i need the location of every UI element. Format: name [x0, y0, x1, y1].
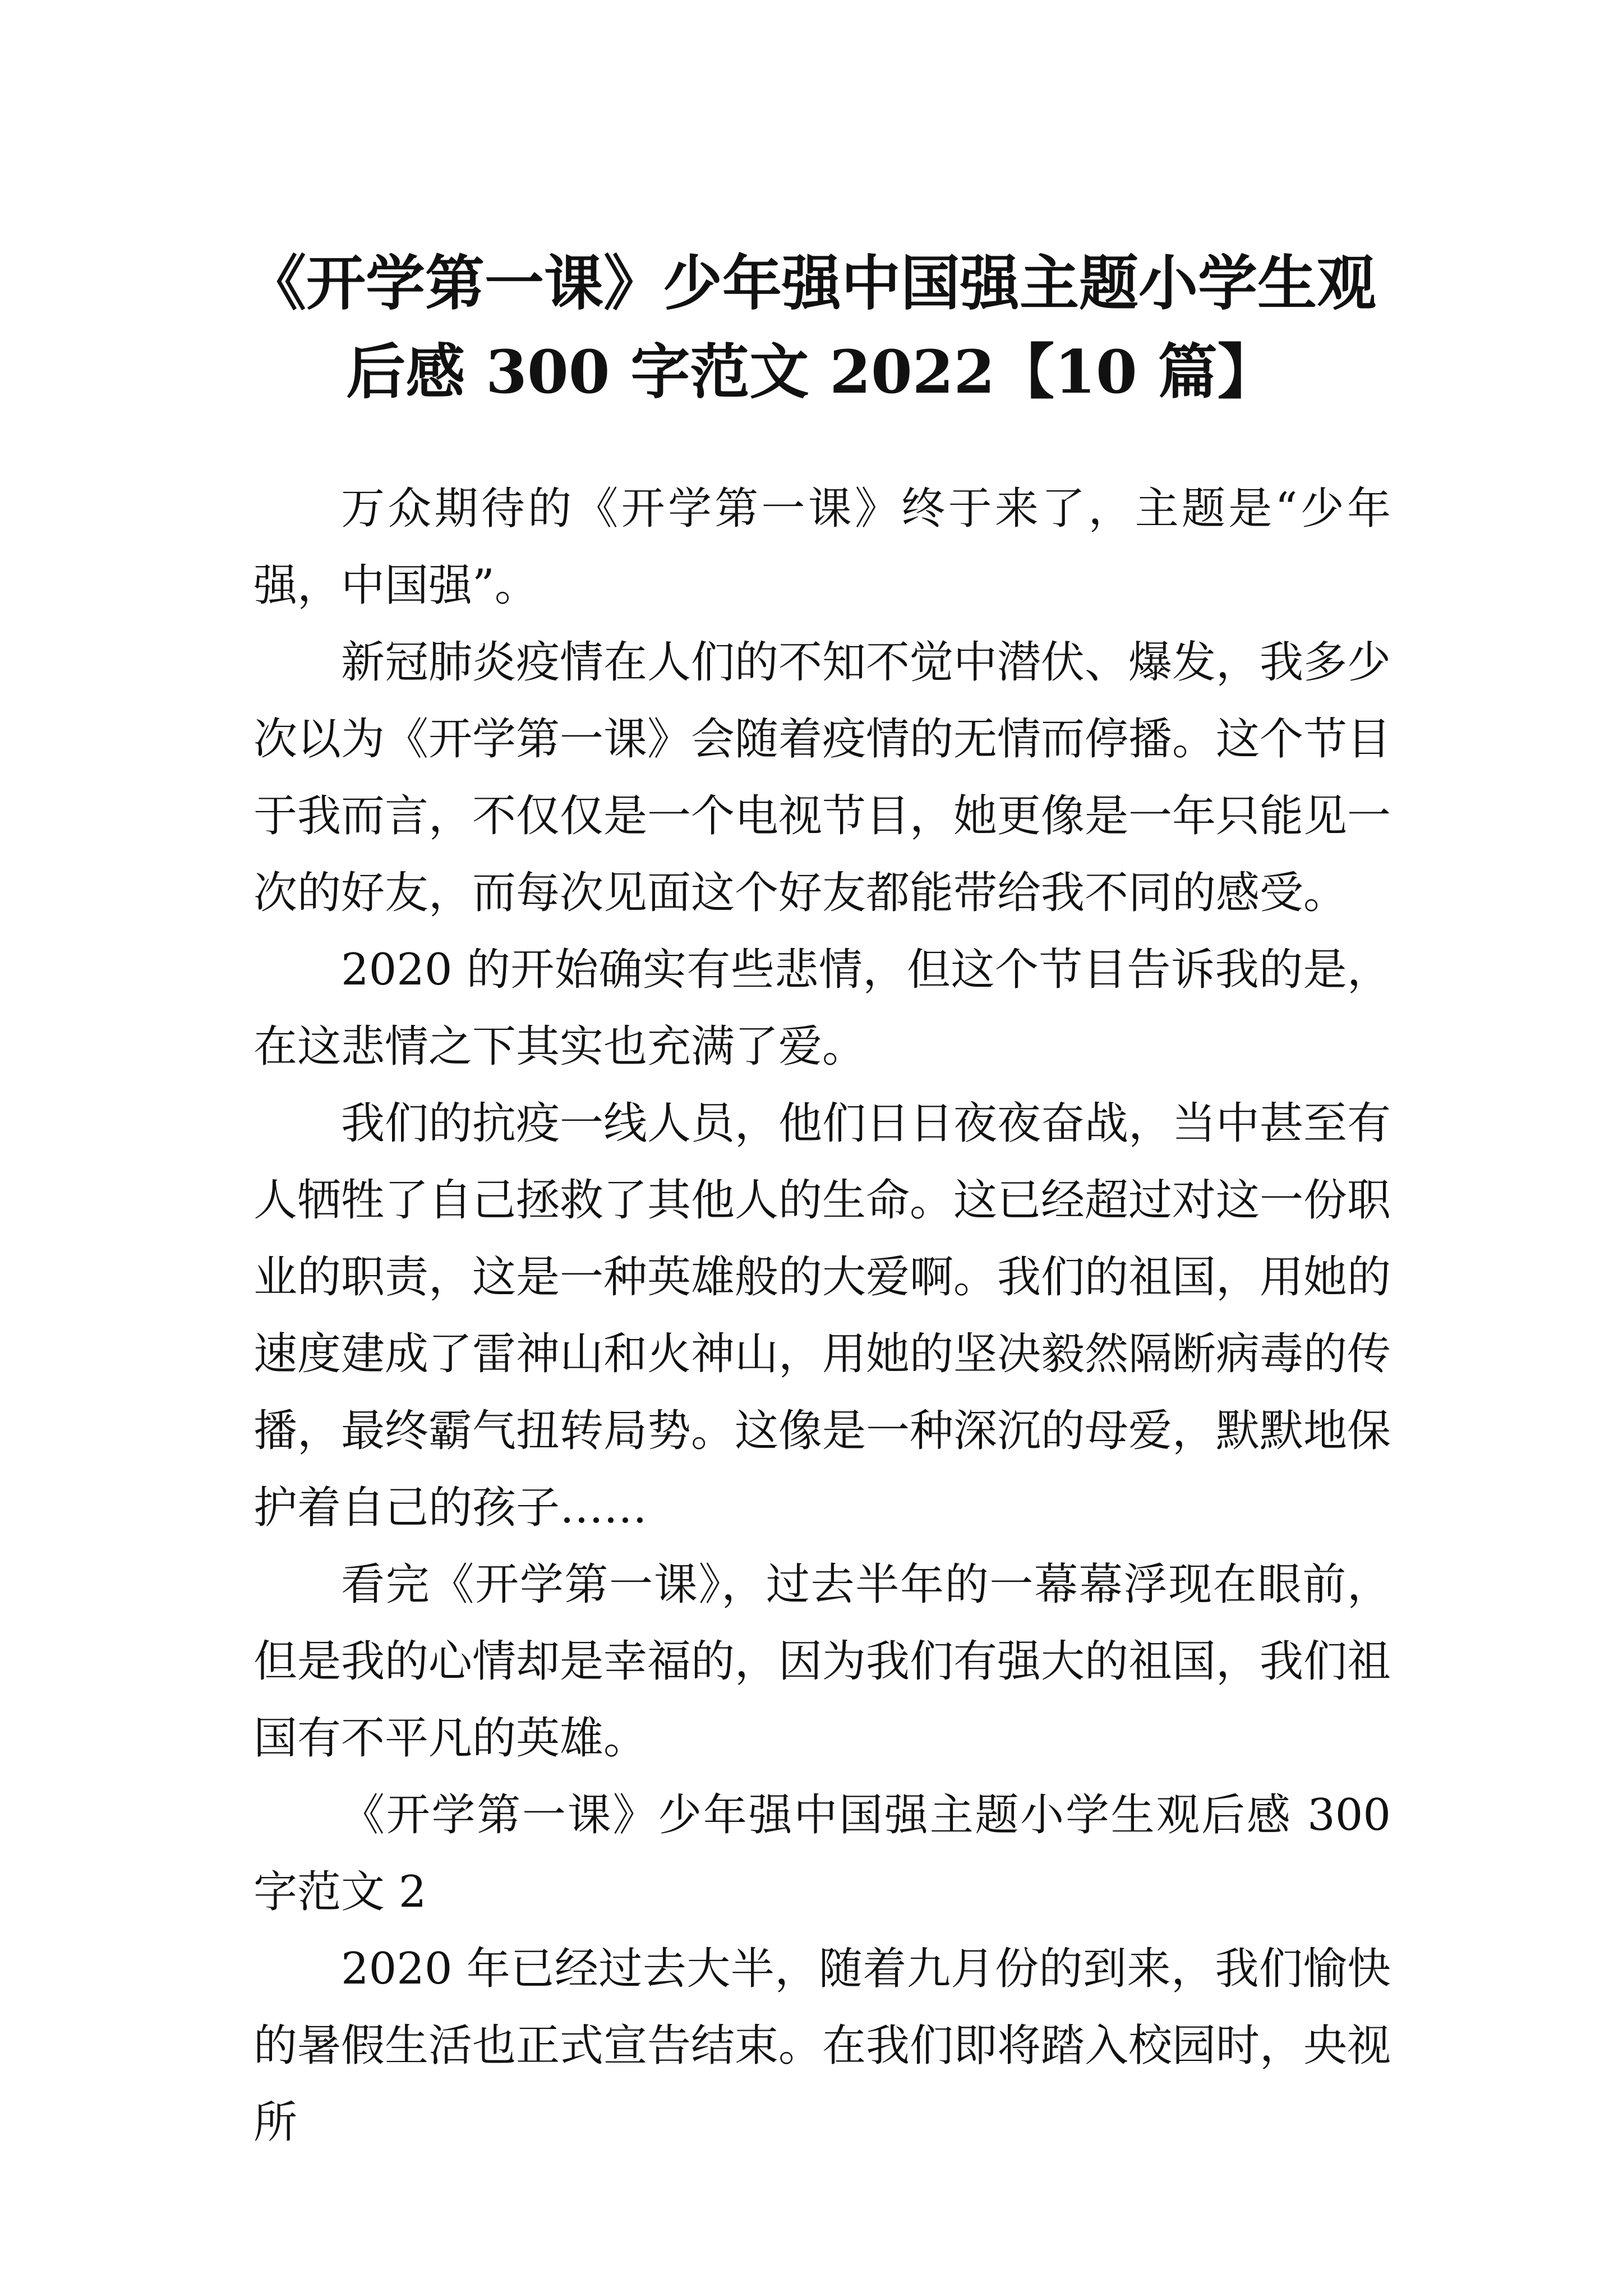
paragraph-5: 看完《开学第一课》，过去半年的一幕幕浮现在眼前，但是我的心情却是幸福的，因为我们有强大的祖国，我们祖国有不平凡的英雄。 — [253, 1559, 1391, 1764]
title-line-2: 后感 300 字范文 2022【10 篇】 — [346, 337, 1277, 407]
document-body — [253, 471, 1391, 2161]
paragraph-1: 万众期待的《开学第一课》终于来了，主题是“少年强，中国强”。 — [253, 484, 1391, 611]
paragraph-3: 2020 的开始确实有些悲情，但这个节目告诉我的是，在这悲情之下其实也充满了爱。 — [253, 945, 1391, 1072]
document-title — [168, 239, 1455, 416]
paragraph-6: 2020 年已经过去大半，随着九月份的到来，我们愉快的暑假生活也正式宣告结束。在我们即将踏入校园时，央视所 — [253, 1944, 1391, 2148]
section-heading-2: 《开学第一课》少年强中国强主题小学生观后感 300 字范文 2 — [253, 1790, 1391, 1917]
title-line-1: 《开学第一课》少年强中国强主题小学生观 — [247, 248, 1376, 319]
paragraph-2: 新冠肺炎疫情在人们的不知不觉中潜伏、爆发，我多少次以为《开学第一课》会随着疫情的无情而停播。这个节目于我而言，不仅仅是一个电视节目，她更像是一年只能见一次的好友，而每次见面这个好友都能带给我不同的感受。 — [253, 637, 1391, 918]
paragraph-4: 我们的抗疫一线人员，他们日日夜夜奋战，当中甚至有人牺牲了自己拯救了其他人的生命。这已经超过对这一份职业的职责，这是一种英雄般的大爱啊。我们的祖国，用她的速度建成了雷神山和火神山，用她的坚决毅然隔断病毒的传播，最终霸气扭转局势。这像是一种深沉的母爱，默默地保护着自己的孩子…… — [253, 1098, 1391, 1533]
